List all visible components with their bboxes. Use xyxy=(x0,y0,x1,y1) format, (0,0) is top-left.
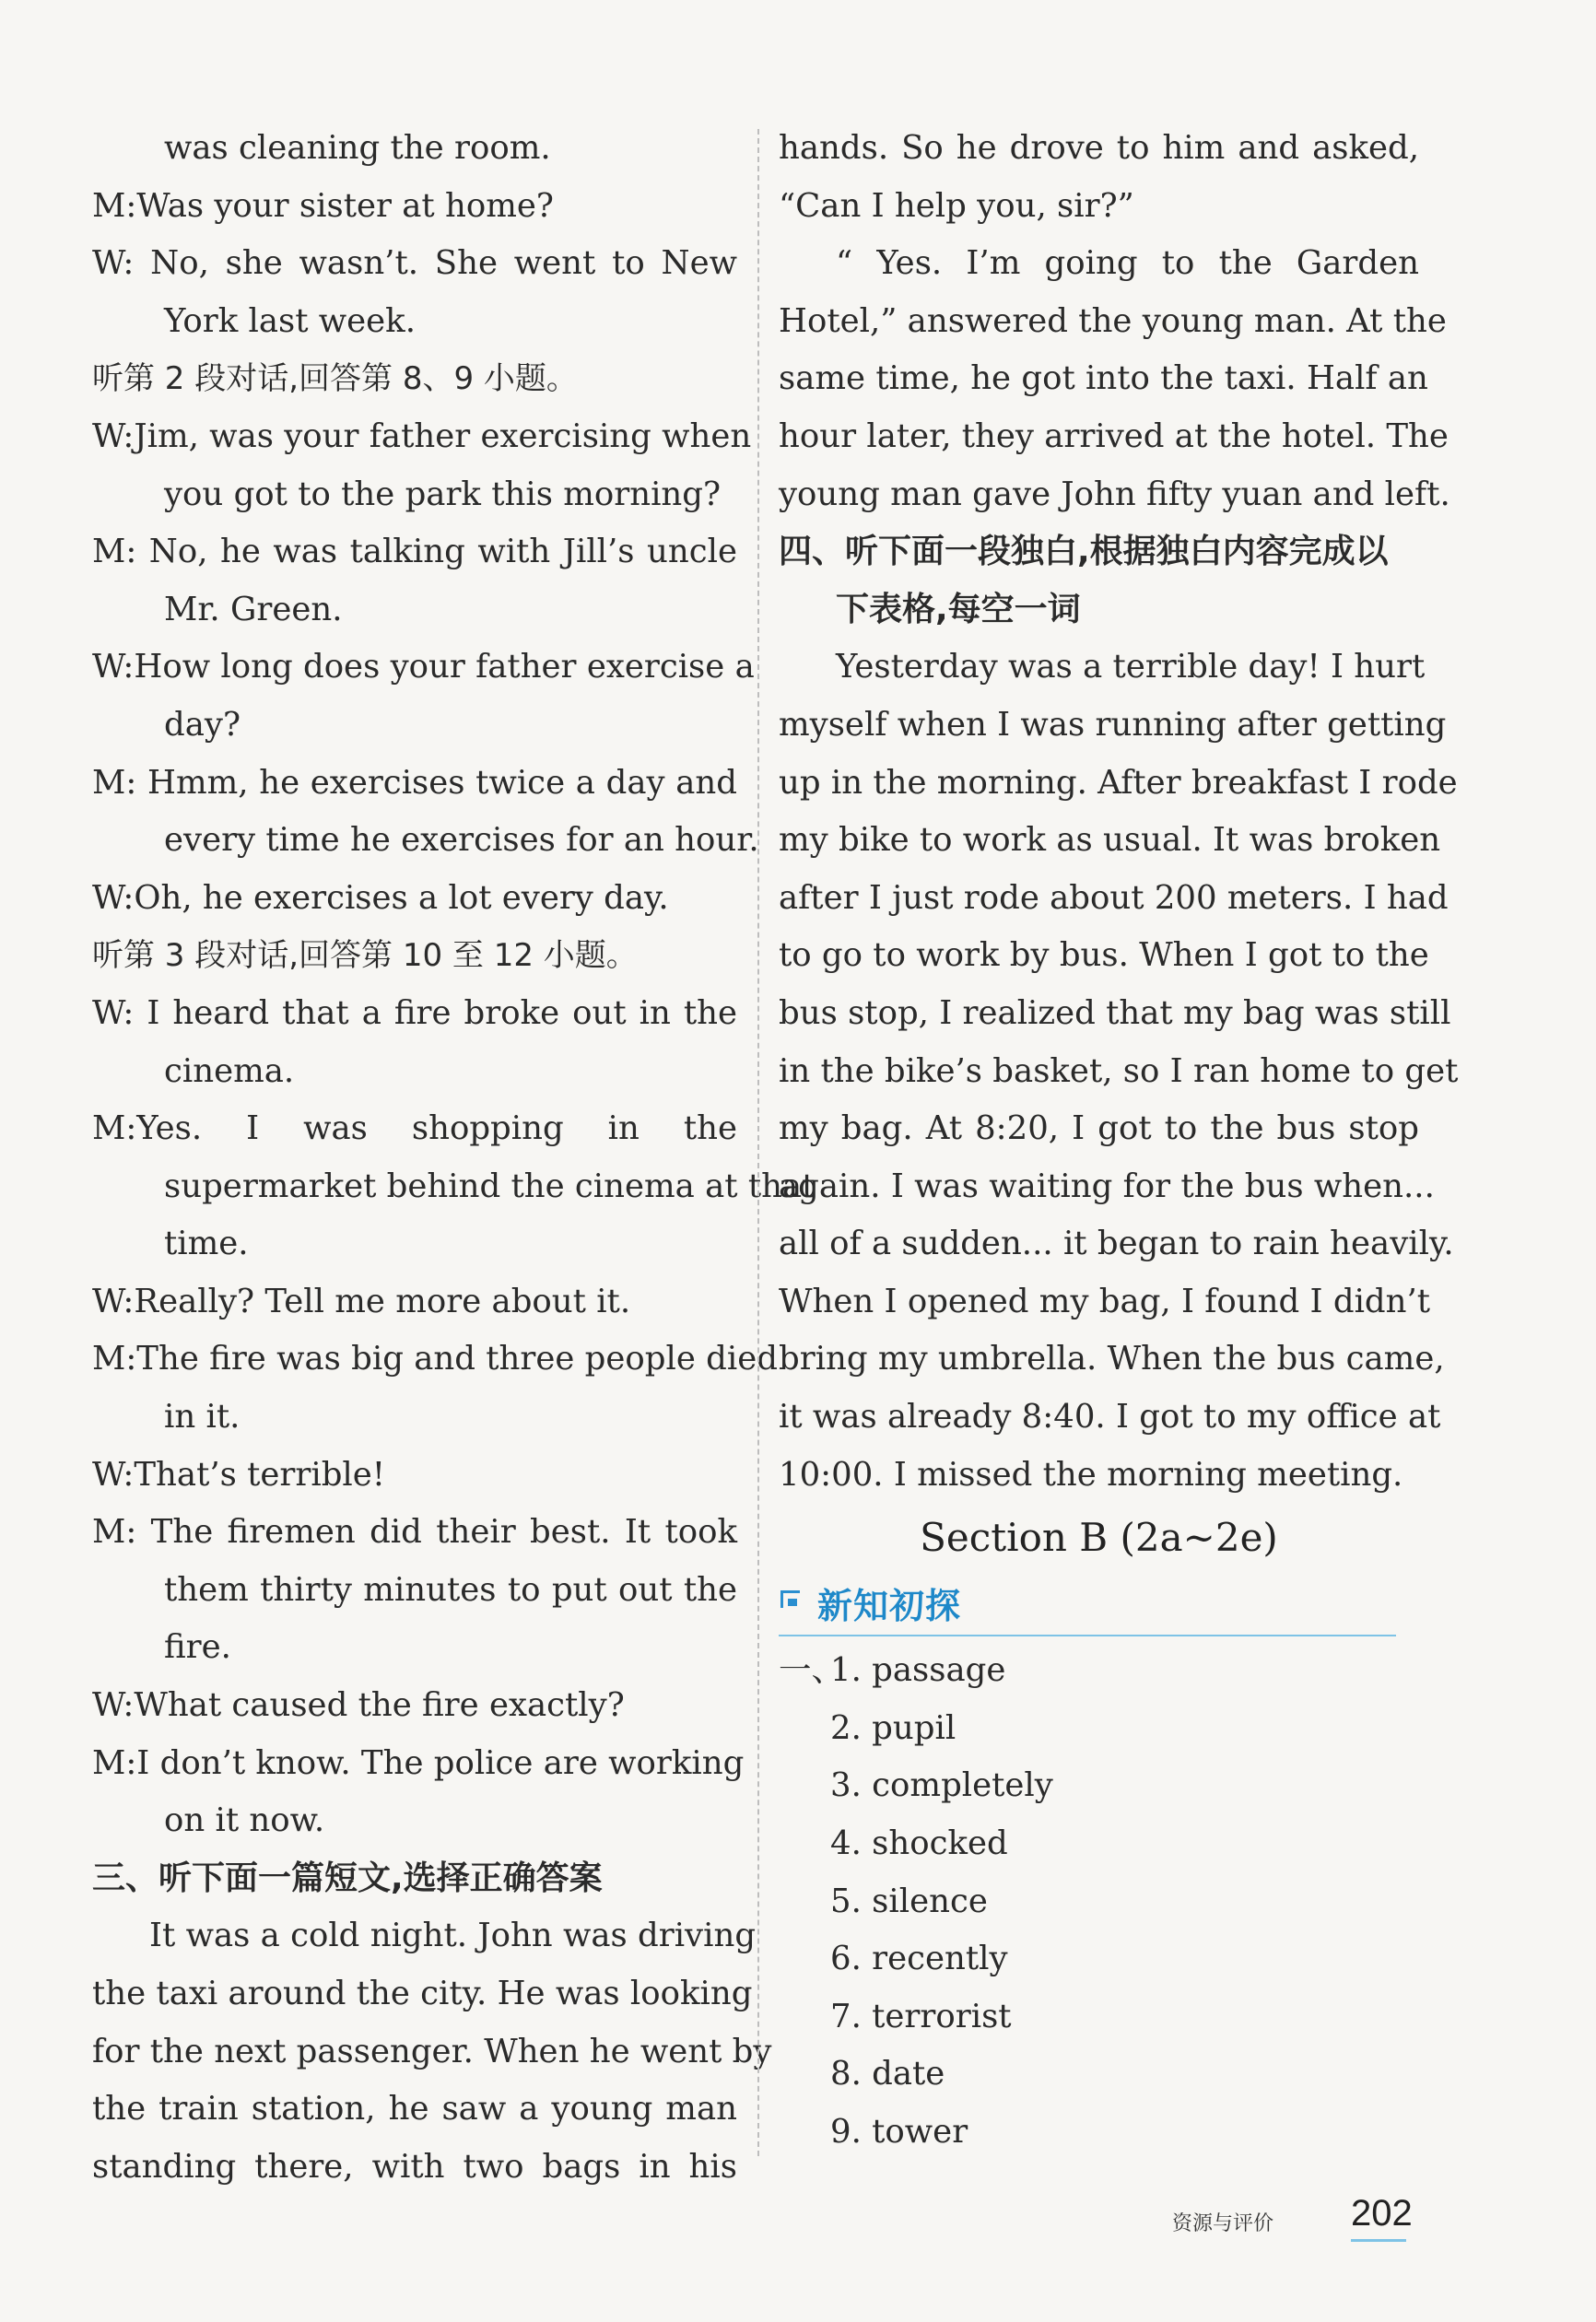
answer-text: 8. date xyxy=(830,2055,945,2093)
answer-item xyxy=(779,2046,1419,2104)
answer-item xyxy=(779,1930,1419,1988)
text-line: M:Yes. I was shopping in the xyxy=(92,1109,737,1148)
section-heading: 四、听下面一段独白,根据独白内容完成以 xyxy=(779,533,1389,571)
text-line: my bag. At 8:20, I got to the bus stop xyxy=(779,1109,1419,1148)
answer-item xyxy=(779,1757,1419,1815)
answer-list xyxy=(779,1642,1419,2161)
footer-label: 资源与评价 xyxy=(1172,2212,1274,2235)
left-column xyxy=(92,120,816,2196)
text-line: in it. xyxy=(164,1398,241,1437)
text-line: supermarket behind the cinema at that xyxy=(164,1167,816,1205)
text-line: M:I don’t know. The police are working xyxy=(92,1743,745,1782)
section-title: Section B (2a~2e) xyxy=(920,1515,1278,1561)
text-line: the train station, he saw a young man xyxy=(92,2090,737,2128)
answer-item xyxy=(779,1815,1419,1873)
text-line: same time, he got into the taxi. Half an xyxy=(779,359,1428,398)
text-line: It was a cold night. John was driving xyxy=(149,1917,757,1955)
text-line: M: The firemen did their best. It took xyxy=(92,1513,737,1552)
text-line: M:Was your sister at home? xyxy=(92,186,554,225)
text-line: them thirty minutes to put out the xyxy=(164,1570,737,1609)
text-line: in the bike’s basket, so I ran home to get xyxy=(779,1051,1459,1090)
text-line: W:How long does your father exercise a xyxy=(92,648,755,686)
text-line: W:Oh, he exercises a lot every day. xyxy=(92,878,669,917)
page-number: 202 xyxy=(1351,2193,1413,2234)
text-line: it was already 8:40. I got to my office at xyxy=(779,1398,1441,1437)
text-line: W:What caused the fire exactly? xyxy=(92,1686,625,1725)
text-line: on it now. xyxy=(164,1801,325,1840)
text-line: my bike to work as usual. It was broken xyxy=(779,821,1441,860)
text-line: 听第 3 段对话,回答第 10 至 12 小题。 xyxy=(92,937,638,975)
text-line: to go to work by bus. When I got to the xyxy=(779,936,1429,975)
answer-item xyxy=(779,1988,1419,2046)
text-line: When I opened my bag, I found I didn’t xyxy=(779,1282,1431,1320)
answer-item xyxy=(779,2104,1419,2162)
text-line: hour later, they arrived at the hotel. The xyxy=(779,416,1449,455)
text-line: every time he exercises for an hour. xyxy=(164,821,759,860)
section-heading: 三、听下面一篇短文,选择正确答案 xyxy=(92,1859,603,1897)
text-line: you got to the park this morning? xyxy=(164,475,722,513)
text-line: again. I was waiting for the bus when... xyxy=(779,1167,1435,1205)
text-line: M:The fire was big and three people died xyxy=(92,1340,778,1378)
text-line: standing there, with two bags in his xyxy=(92,2147,737,2186)
text-line: Mr. Green. xyxy=(164,590,343,628)
text-line: W: I heard that a fire broke out in the xyxy=(92,993,737,1032)
text-line: up in the morning. After breakfast I rode xyxy=(779,763,1458,802)
answer-text: 6. recently xyxy=(830,1940,1008,1978)
text-line: time. xyxy=(164,1225,249,1263)
answer-prefix: 一、 xyxy=(779,1651,845,1690)
answer-text: 3. completely xyxy=(830,1766,1053,1805)
section-heading: 下表格,每空一词 xyxy=(836,590,1081,628)
right-column xyxy=(779,120,1459,2162)
text-line: hands. So he drove to him and asked, xyxy=(779,129,1419,167)
answer-text: 5. silence xyxy=(830,1882,988,1920)
bookmark-icon xyxy=(780,1590,800,1608)
text-line: bring my umbrella. When the bus came, xyxy=(779,1340,1445,1378)
text-line: for the next passenger. When he went by xyxy=(92,2032,772,2070)
xinzhi-label: 新知初探 xyxy=(817,1586,962,1627)
text-line: fire. xyxy=(164,1628,231,1667)
text-line: W:Really? Tell me more about it. xyxy=(92,1282,631,1320)
text-line: W: No, she wasn’t. She went to New xyxy=(92,244,737,283)
text-line: all of a sudden... it began to rain heavily. xyxy=(779,1225,1454,1263)
text-line: W:That’s terrible! xyxy=(92,1455,386,1494)
text-line: M: No, he was talking with Jill’s uncle xyxy=(92,533,737,571)
text-line: York last week. xyxy=(164,301,416,340)
text-line: the taxi around the city. He was looking xyxy=(92,1975,753,2012)
text-line: after I just rode about 200 meters. I had xyxy=(779,878,1449,917)
text-line: myself when I was running after getting xyxy=(779,705,1447,744)
text-line: cinema. xyxy=(164,1051,295,1090)
text-line: Yesterday was a terrible day! I hurt xyxy=(836,648,1426,686)
text-line: W:Jim, was your father exercising when xyxy=(92,416,752,455)
answer-text: 2. pupil xyxy=(830,1708,956,1747)
text-line: 10:00. I missed the morning meeting. xyxy=(779,1455,1403,1494)
text-line: 听第 2 段对话,回答第 8、9 小题。 xyxy=(92,360,578,398)
answer-text: 9. tower xyxy=(830,2113,968,2151)
answer-item xyxy=(779,1873,1419,1931)
text-line: Hotel,” answered the young man. At the xyxy=(779,301,1447,340)
text-line: M: Hmm, he exercises twice a day and xyxy=(92,763,737,802)
page-number-underline xyxy=(1351,2239,1406,2242)
xinzhi-header xyxy=(779,1574,1396,1636)
text-line: was cleaning the room. xyxy=(164,129,551,167)
text-line: “ Yes. I’m going to the Garden xyxy=(836,244,1419,283)
right-column-text xyxy=(779,120,1459,1504)
text-line: young man gave John fifty yuan and left. xyxy=(779,475,1450,513)
answer-text: 1. passage xyxy=(830,1651,1006,1690)
answer-item xyxy=(779,1642,1419,1700)
answer-text: 4. shocked xyxy=(830,1824,1008,1863)
text-line: day? xyxy=(164,705,241,744)
answer-item xyxy=(779,1700,1419,1758)
text-line: bus stop, I realized that my bag was still xyxy=(779,993,1451,1032)
text-line: “Can I help you, sir?” xyxy=(779,186,1134,225)
answer-text: 7. terrorist xyxy=(830,1997,1012,2035)
column-divider xyxy=(757,129,759,2156)
